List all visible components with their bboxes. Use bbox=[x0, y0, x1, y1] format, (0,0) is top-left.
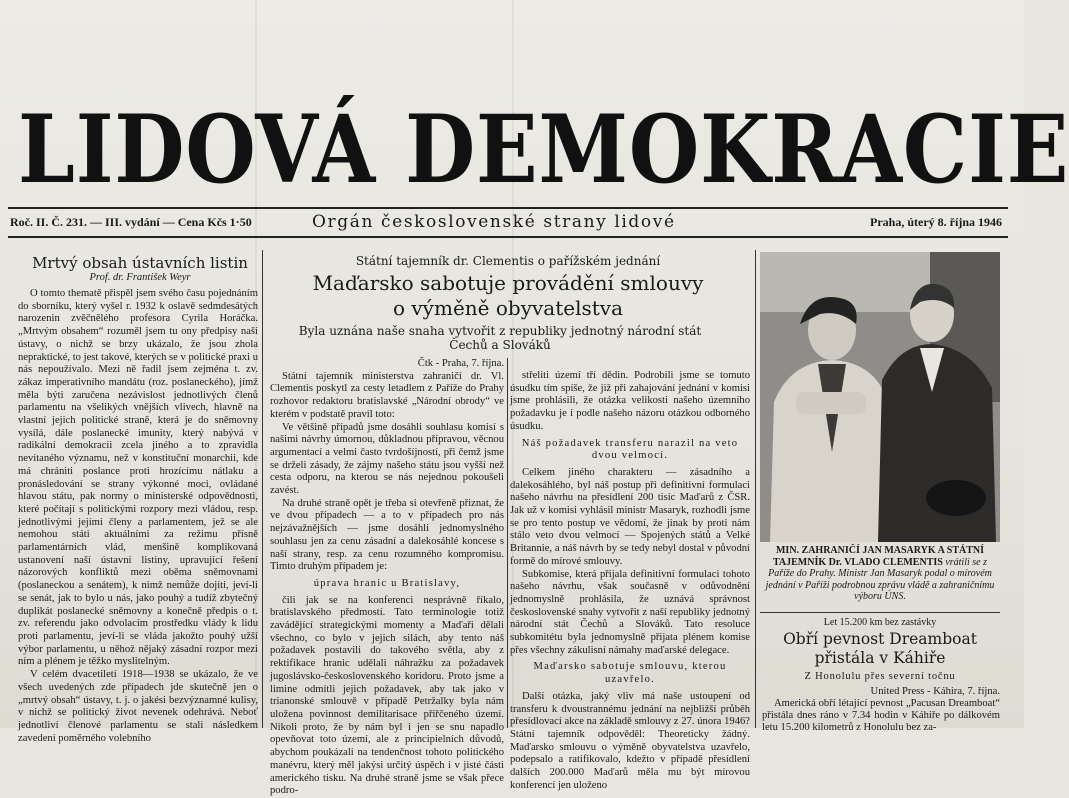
masthead-title: LIDOVÁ DEMOKRACIE bbox=[18, 95, 1069, 205]
place-date: Praha, úterý 8. října 1946 bbox=[870, 215, 1002, 229]
section-rule bbox=[760, 612, 1000, 613]
paragraph: Na druhé straně opět je třeba si otevřeně přiznat, že ve dvou případech — a to v případech pro nás nejzávažnějších — jsme dosáhli jednomyslného souhlasu jen za cenu zásadní a dalekosáhlé koncese s naší strany, resp. za cenu rozumného kompromisu. Timto druhým případem je: bbox=[270, 497, 504, 573]
paragraph: Státní tajemník ministerstva zahraničí dr. Vl. Clementis poskytl za cesty letadlem z Paříže do Prahy rozhovor redaktoru bratislavské „Národní obrody“ ve kterém v podstatě pravil toto: bbox=[270, 370, 504, 420]
organ-line: Orgán československé strany lidové bbox=[312, 212, 676, 232]
paragraph: Subkomise, která přijala definitivní formulaci tohoto našeho návrhu, však současně v odůvodnění jednomyslně prohlásila, že uznává správnost československé snahy vytvořit z naší republiky jednotný národní stát Čechů a Slováků. Tato resoluce subkomitétu byla jednomyslně přijata plénem komise přes všechny zákulisní námahy maďarské delegace. bbox=[510, 568, 750, 656]
right-article-kicker: Let 15.200 km bez zastávky bbox=[823, 617, 937, 628]
main-article-kicker: Státní tajemník dr. Clementis o pařížském jednání bbox=[355, 254, 661, 268]
paragraph: Celkem jiného charakteru — zásadního a dalekosáhlého, byl náš postup při definitivní formulaci našeho návrhu na přesídlení 200 tisíc Maďarů z ČSR. Jak už v komisi vyhlásil ministr Masaryk, rozhodli jsme se pro tento postup ve vědomí, že jinak by proti nám stálo veto dvou velmocí — Spojených států a Velké Britannie, a náš návrh by se tedy nebyl dostal v původní formě do mírové smlouvy. bbox=[510, 466, 750, 567]
caption-names: MIN. ZAHRANIČÍ JAN MASARYK A STÁTNÍ TAJEMNÍK Dr. VLADO CLEMENTIS bbox=[772, 545, 984, 568]
main-article-column-1 bbox=[270, 358, 504, 797]
section-subhead: úprava hranic u Bratislavy, bbox=[313, 577, 461, 589]
headline-line-2: o výměně obyvatelstva bbox=[392, 296, 624, 320]
edition-line: Roč. II. Č. 231. — III. vydání — Cena Kčs 1·50 bbox=[10, 215, 252, 229]
main-article-subhead: Byla uznána naše snaha vytvořit z republiky jednotný národní stát Čechů a Slováků bbox=[298, 324, 702, 352]
right-article-headline: Obří pevnost Dreamboat přistála v Káhiře bbox=[783, 630, 977, 667]
section-subhead: Maďarsko sabotuje smlouvu, kterou uzavřelo. bbox=[533, 661, 727, 686]
left-article-title: Mrtvý obsah ústavních listin bbox=[32, 254, 248, 272]
paragraph: čili jak se na konferenci nesprávně říkalo, bratislavského předmostí. Tato terminologie totiž zavádějící strategickými momenty a Maďaři dělali všechno, co bylo v jejich silách, aby tento náš požadavek postavili do takového světla, aby z rektifikace hranic udělali náhražku za požadavek jugoslávsko-československého koridoru. Proto jsme a limine odmítli jejich požadavek, aby tak jako v trianonské smlouvě v případě Petržalky byla nám uložena povinnost demilitarisace přiřčeného území. Nikoli proto, že by nám byl i jen se snu napadlo opevňovat toto území, ale z principielních důvodů, abychom poukázali na tendenčnost tohoto politického manévru, který měl jakýsi určitý úspěch i v jisté části amerického tisku. Na druhé straně jsme se však přece podro- bbox=[270, 594, 504, 797]
paragraph: O tomto thematě přispěl jsem svého času pojednáním do sborníku, který vyšel r. 1932 k oslavě sedmdesátých narozenin zvěčnělého profesora Cyrila Horáčka. „Mrtvým obsahem“ rozuměl jsem tu ony předpisy naší ústavy, o nichž se brzy ukázalo, že jsou zhola nepraktické, to jest takové, kterých se v politické praxi u nás nepoužívalo. Mezi ně řadil jsem zejména t. zv. zákaz imperativního mandátu (roz. poslaneckého), jímž měla býti zaručena nezávislost jednotlivých členů parlamentu na všelikých vnějších vlivech, hlavně na vlastní jejich politické straně, která je do sněmovny vysílá, dále poslanecké imunity, který nabývá v radikální demokracii zcela jiného a to zpravidla nevítaného významu, než v konstituční monarchii, kde má chrániti poslance proti hrozícímu nátlaku a pronásledování se strany výkonné moci, ovládané hlavou státu, pak normy o ministerské odpovědnosti, které počítají s politickými rozpory mezi vládou, resp. jednotlivými jejími členy a parlamentem, jež se ale nemohou státi aktuálními za režimu přísně parlamentárních vlád, menšině komplikovaná ustanovení naší ústavní listiny, upravující řešení názorových konfliktů mezi oběma sněmovnami (poslaneckou a senátem), k nimž nemůže dojíti, jeví-li se senát, jak to bylo u nás, jako pouhý a tudíž zbytečný duplikát poslanecké sněmovny a konečně předpis o t. zv. referendu jako odvolacím prostředku vlády k lidu proti parlamentu, jeví-li se vláda jakožto pouhý užší výbor parlamentu, u něhož nějaký zásadní rozpor mezi ním a plénem je těžko myslitelným. bbox=[18, 288, 258, 668]
dateline: Čtk - Praha, 7. října. bbox=[417, 358, 504, 369]
right-article-body bbox=[762, 686, 1000, 733]
paragraph: Další otázka, jaký vliv má naše ustoupení od transferu k dvoustrannému jednání na nejbližší průběh přesídlovací akce na základě smlouvy z 27. února 1946? Státní tajemník odpověděl: Theoreticky žádný. Maďarsko smlouvu o výměně obyvatelstva uzavřelo, podepsalo a ratifikovalo, kdežto v případě přesídlení dalších 200.000 Maďarů měla mu být mírovou konferencí jen uloženo bbox=[510, 690, 750, 791]
photo-illustration bbox=[760, 252, 1000, 542]
photo-caption bbox=[760, 545, 1000, 603]
column-rule bbox=[262, 250, 263, 728]
news-photo bbox=[760, 252, 1000, 542]
masthead-rule-top bbox=[8, 207, 1008, 209]
main-article-headline bbox=[266, 271, 750, 321]
paragraph: střeliti území tří dědin. Podrobili jsme se tomuto úsudku tím spíše, že již při zahajování jednání v komisi jsme prohlásili, že otázka velikosti našeho územního požadavku je i podle našeho názoru otázkou odborného úsudku. bbox=[510, 370, 750, 432]
paragraph: Ve většině případů jsme dosáhli souhlasu komisí s našimi návrhy úmornou, důkladnou přípravou, věcnou argumentací a velmi často tvrdošíjností, při čemž jsme se drželi zásady, že zájmy našeho státu jsou vyšší než cesta odporu, na kterou se nás nejednou pokoušeli zavést. bbox=[270, 421, 504, 497]
masthead-rule-bottom bbox=[8, 236, 1008, 238]
main-article-column-2 bbox=[510, 370, 750, 791]
section-subhead: Náš požadavek transferu narazil na veto dvou velmocí. bbox=[521, 437, 739, 462]
caption-text: vrátili se z Paříže do Prahy. Ministr Jan Masaryk podal o mírovém jednání v Paříži podrobnou zprávu vládě a zahraničnímu výboru ÚNS. bbox=[765, 556, 995, 603]
paragraph: V celém dvacetiletí 1918—1938 se ukázalo, že ve všech uvedených zde případech jde skutečně jen o „mrtvý obsah“ ústavy, t. j. o jakési bezvýznamné kulisy, v nichž se politický život nevenek odehrává. Neboť jednotliví členové parlamentu se stali následkem zavedení poměrného volebního bbox=[18, 669, 258, 744]
headline-line-1: Maďarsko sabotuje provádění smlouvy bbox=[312, 271, 704, 295]
column-rule bbox=[507, 358, 508, 728]
dateline: United Press - Káhira, 7. října. bbox=[870, 686, 1000, 697]
column-rule bbox=[755, 250, 756, 728]
paragraph: Americká obří létající pevnost „Pacusan Dreamboat“ přistála dnes ráno v 7.34 hodin v Káhiře po dálkovém letu 15.200 kilometrů z Honolulu bez za- bbox=[762, 698, 1000, 733]
left-article-body bbox=[18, 288, 258, 744]
right-article-dek: Z Honolulu přes severní točnu bbox=[804, 671, 956, 682]
left-article-author: Prof. dr. František Weyr bbox=[89, 272, 191, 283]
